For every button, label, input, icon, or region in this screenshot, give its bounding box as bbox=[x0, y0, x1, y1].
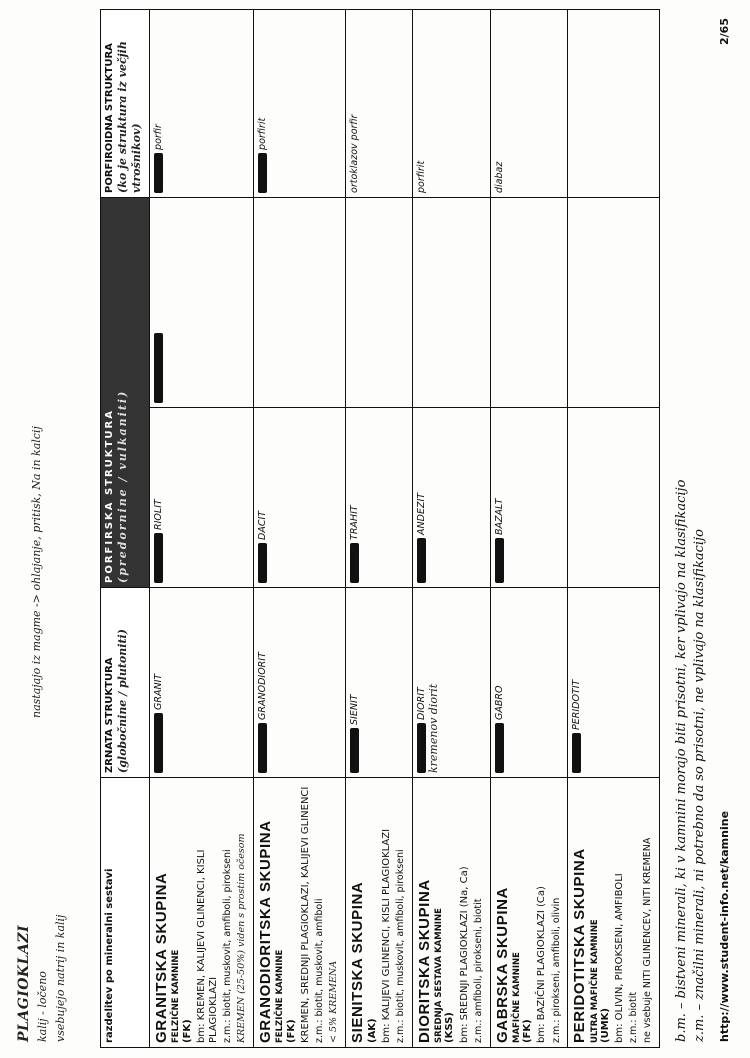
header-c4-sub: (predornine / vulkaniti) bbox=[116, 389, 130, 583]
granitska-zrnata bbox=[149, 588, 253, 778]
granodioritska-porfirska bbox=[254, 408, 346, 588]
header-porfirska bbox=[101, 197, 150, 587]
peridotitska-porfirska-extra bbox=[568, 197, 660, 407]
bm-definition: b.m. – bistveni minerali, ki v kamnini morajo biti prisotni, ker vplivajo na klasifikacijo bbox=[674, 479, 689, 1042]
redaction-mark bbox=[154, 713, 163, 773]
gabrska-title: GABRSKA SKUPINA bbox=[493, 887, 511, 1043]
rock-classification-table bbox=[100, 9, 660, 1048]
redaction-mark bbox=[495, 538, 504, 583]
granodioritska-porfiroidna bbox=[254, 9, 346, 197]
header-row bbox=[101, 9, 150, 1047]
header-c5-label: PORFIROIDNA STRUKTURA bbox=[104, 43, 115, 193]
peridotitska-minerals: bm: OLIVIN, PIROKSENI, AMFIBOLI bbox=[614, 873, 626, 1043]
redaction-mark bbox=[417, 538, 426, 583]
gabrska-zm: z.m.: pirokseni, amfiboli, olivin bbox=[550, 897, 562, 1043]
gabrska-porfirska-extra bbox=[490, 197, 568, 407]
dioritska-porfiroidna-name: porfirit bbox=[415, 160, 427, 193]
gabrska-minerals: bm: BAZIČNI PLAGIOKLAZI (Ca) bbox=[536, 886, 548, 1043]
redaction-mark bbox=[258, 153, 267, 193]
sienitska-porfiroidna bbox=[345, 9, 412, 197]
note-magma: nastajajo iz magme -> ohlajanje, pritisk, Na in kalcij bbox=[30, 426, 43, 718]
granitska-porfiroidna bbox=[149, 9, 253, 197]
granitska-note: KREMEN (25-50%) viden s prostim očesom bbox=[235, 833, 247, 1043]
dioritska-title: DIORITSKA SKUPINA bbox=[415, 879, 433, 1043]
bottom-notes bbox=[670, 10, 740, 1048]
gabrska-abbr: (FK) bbox=[522, 1019, 534, 1043]
peridotitska-title: PERIDOTITSKA SKUPINA bbox=[571, 848, 589, 1043]
gabrska-zrnata bbox=[490, 588, 568, 778]
granitska-zrnata-name: GRANIT bbox=[152, 673, 164, 710]
dioritska-porfirska-name: ANDEZIT bbox=[415, 492, 427, 535]
gabrska-composition bbox=[490, 778, 568, 1048]
gabrska-porfiroidna bbox=[490, 9, 568, 197]
peridotitska-composition bbox=[568, 778, 660, 1048]
granitska-minerals: bm: KREMEN, KALIJEVI GLINENCI, KISLI PLAGIOKLAZI bbox=[195, 849, 219, 1043]
gabrska-porfirska-name: BAZALT bbox=[493, 498, 505, 535]
granodioritska-porfiroidna-name: porfirit bbox=[257, 117, 269, 150]
dioritska-porfirska bbox=[412, 408, 490, 588]
peridotitska-abbr: (UMK) bbox=[599, 1008, 611, 1043]
redaction-mark bbox=[154, 533, 163, 583]
sienitska-porfirska bbox=[345, 408, 412, 588]
plagioklazi-heading: PLAGIOKLAZI bbox=[16, 924, 32, 1042]
granodioritska-class: FELZIČNE KAMNINE bbox=[275, 949, 286, 1043]
sienitska-zrnata-name: SIENIT bbox=[348, 694, 360, 725]
granodioritska-porfirska-extra bbox=[254, 197, 346, 407]
dioritska-composition bbox=[412, 778, 490, 1048]
header-c4-label: PORFIRSKA STRUKTURA bbox=[104, 409, 115, 583]
dioritska-minerals: bm: SREDNJI PLAGIOKLAZI (Na, Ca) bbox=[458, 866, 470, 1043]
granitska-class: FELZIČNE KAMNINE bbox=[171, 949, 182, 1043]
note-natrij-kalij: vsebujejo natrij in kalij bbox=[54, 914, 67, 1042]
header-c2-sub: (globočnine / plutoniti) bbox=[116, 629, 130, 773]
row-sienitska bbox=[345, 9, 412, 1047]
granodioritska-note: < 5% KREMENA bbox=[327, 960, 339, 1043]
sienitska-composition bbox=[345, 778, 412, 1048]
sienitska-minerals: bm: KALIJEVI GLINENCI, KISLI PLAGIOKLAZI bbox=[381, 828, 393, 1043]
row-granodioritska bbox=[254, 9, 346, 1047]
granitska-porfirska-extra bbox=[149, 197, 253, 407]
granodioritska-title: GRANODIORITSKA SKUPINA bbox=[257, 820, 275, 1043]
peridotitska-zrnata bbox=[568, 588, 660, 778]
gabrska-porfiroidna-name: diabaz bbox=[493, 161, 505, 193]
redaction-mark bbox=[154, 153, 163, 193]
granitska-composition bbox=[149, 778, 253, 1048]
granodioritska-porfirska-name: DACIT bbox=[257, 510, 269, 540]
dioritska-class: SREDNJA SESTAVA KAMNINE bbox=[434, 908, 445, 1043]
row-gabrska bbox=[490, 9, 568, 1047]
peridotitska-class: ULTRA MAFIČNE KAMNINE bbox=[589, 919, 600, 1043]
dioritska-zrnata-name: DIORIT bbox=[415, 687, 427, 720]
sienitska-porfirska-extra bbox=[345, 197, 412, 407]
header-c1-label: razdelitev po mineralni sestavi bbox=[104, 868, 115, 1043]
sienitska-title: SIENITSKA SKUPINA bbox=[348, 881, 366, 1043]
peridotitska-porfirska bbox=[568, 408, 660, 588]
sienitska-porfirska-name: TRAHIT bbox=[348, 505, 360, 540]
granitska-porfiroidna-name: porfir bbox=[152, 124, 164, 150]
redaction-mark bbox=[350, 543, 359, 583]
dioritska-zm: z.m.: amfiboli, pirokseni, biotit bbox=[472, 898, 484, 1043]
sienitska-porfiroidna-name: ortoklazov porfir bbox=[348, 114, 360, 193]
granitska-zm: z.m.: biotit, muskovit, amfiboli, pirokseni bbox=[222, 849, 234, 1043]
granodioritska-zrnata bbox=[254, 588, 346, 778]
zm-definition: z.m. – značilni minerali, ni potrebno da so prisotni, ne vplivajo na klasifikacijo bbox=[692, 529, 707, 1042]
redaction-mark bbox=[258, 723, 267, 773]
header-c5-sub: (ko je struktura iz večjih vtrošnikov) bbox=[116, 41, 144, 193]
dioritska-abbr: (KSS) bbox=[444, 1012, 456, 1043]
redaction-mark bbox=[350, 728, 359, 773]
redaction-mark bbox=[495, 723, 504, 773]
sienitska-zm: z.m.: biotit, muskovit, amfiboli, pirokseni bbox=[395, 849, 407, 1043]
page-number: 2/65 bbox=[718, 18, 731, 45]
gabrska-class: MAFIČNE KAMNINE bbox=[511, 952, 522, 1043]
dioritska-zrnata bbox=[412, 588, 490, 778]
row-granitska bbox=[149, 9, 253, 1047]
header-c3-label: ZRNATA STRUKTURA bbox=[104, 657, 115, 773]
granitska-title: GRANITSKA SKUPINA bbox=[152, 872, 170, 1043]
granodioritska-zrnata-name: GRANODIORIT bbox=[257, 652, 269, 720]
granodioritska-zm: z.m.: biotit, muskovit, amfiboli bbox=[314, 898, 326, 1043]
peridotitska-zm: z.m.: biotit bbox=[628, 991, 640, 1043]
granodioritska-composition bbox=[254, 778, 346, 1048]
granitska-porfirska-name: RIOLIT bbox=[152, 499, 164, 530]
header-formation bbox=[101, 588, 150, 778]
dioritska-note: kremenov diorit bbox=[427, 683, 441, 773]
granodioritska-abbr: (FK) bbox=[285, 1019, 297, 1043]
granitska-abbr: (FK) bbox=[181, 1019, 193, 1043]
row-peridotitska bbox=[568, 9, 660, 1047]
top-handwritten-notes bbox=[10, 10, 94, 1048]
dioritska-porfirska-extra bbox=[412, 197, 490, 407]
header-porfiroidna bbox=[101, 9, 150, 197]
sienitska-zrnata bbox=[345, 588, 412, 778]
granodioritska-minerals: KREMEN, SREDNJI PLAGIOKLAZI, KALIJEVI GLINENCI bbox=[299, 786, 311, 1043]
redaction-mark bbox=[154, 333, 163, 403]
header-mineral-composition bbox=[101, 778, 150, 1048]
row-dioritska bbox=[412, 9, 490, 1047]
redaction-mark bbox=[258, 543, 267, 583]
granitska-porfirska bbox=[149, 408, 253, 588]
source-url: http://www.student-info.net/kamnine bbox=[718, 810, 731, 1042]
peridotitska-porfiroidna bbox=[568, 9, 660, 197]
sienitska-abbr: (AK) bbox=[367, 1018, 379, 1043]
peridotitska-zrnata-name: PERIDOTIT bbox=[571, 679, 583, 730]
peridotitska-note: ne vsebuje NITI GLINENCEV, NITI KREMENA bbox=[641, 837, 653, 1043]
dioritska-porfiroidna bbox=[412, 9, 490, 197]
note-kalij: kalij - ločeno bbox=[36, 971, 49, 1042]
redaction-mark bbox=[572, 733, 581, 773]
gabrska-porfirska bbox=[490, 408, 568, 588]
gabrska-zrnata-name: GABRO bbox=[493, 685, 505, 720]
sheet-content bbox=[10, 10, 740, 1048]
redaction-mark bbox=[417, 723, 426, 773]
